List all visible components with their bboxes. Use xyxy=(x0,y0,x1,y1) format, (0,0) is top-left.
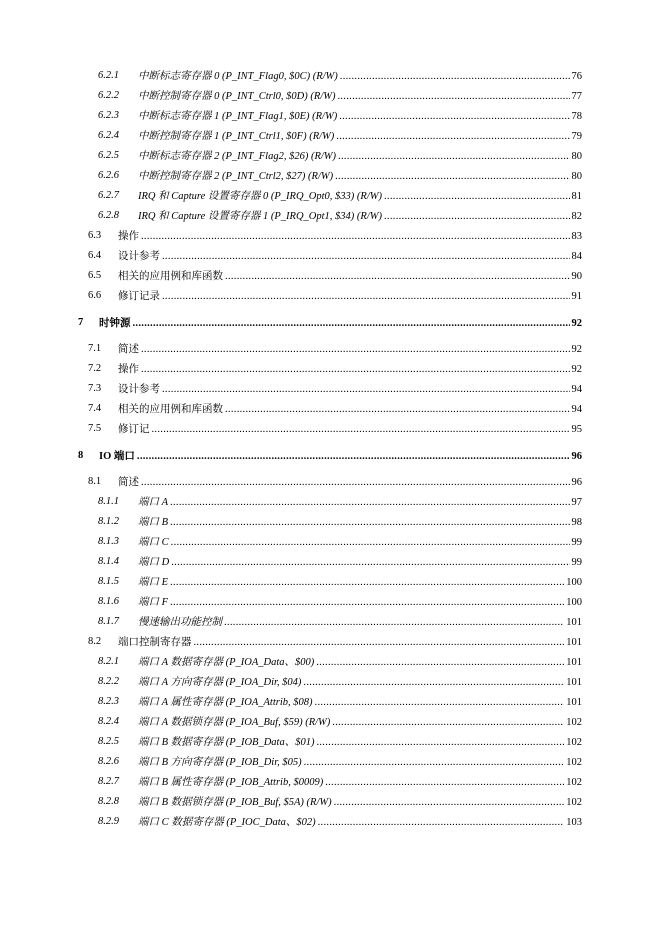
toc-dot-leader xyxy=(325,776,564,790)
toc-entry[interactable] xyxy=(0,494,582,510)
toc-entry-page: 102 xyxy=(566,757,582,768)
toc-dot-leader xyxy=(224,616,564,630)
toc-entry-title: IO 端口 xyxy=(99,450,135,462)
toc-entry-title: 端口 C 数据寄存器 (P_IOC_Data、$02) xyxy=(138,817,316,828)
toc-entry-page: 94 xyxy=(571,404,582,415)
toc-dot-leader xyxy=(334,796,565,810)
toc-entry-title: 端口 A 属性寄存器 (P_IOA_Attrib, $08) xyxy=(138,697,313,708)
toc-dot-leader xyxy=(335,170,569,184)
toc-entry-page: 101 xyxy=(566,697,582,708)
toc-entry[interactable] xyxy=(0,534,582,550)
toc-dot-leader xyxy=(225,270,570,284)
toc-entry-title: 中断控制寄存器 1 (P_INT_Ctrl1, $0F) (R/W) xyxy=(138,131,335,142)
toc-entry-title: 时钟源 xyxy=(99,317,131,329)
toc-entry-number: 6.2.3 xyxy=(98,110,119,121)
toc-entry[interactable] xyxy=(0,228,582,244)
toc-entry[interactable] xyxy=(0,734,582,750)
toc-dot-leader xyxy=(162,383,570,397)
toc-entry-title: IRQ 和 Capture 设置寄存器 1 (P_IRQ_Opt1, $34) (R/W) xyxy=(138,211,382,222)
toc-entry-page: 94 xyxy=(571,384,582,395)
toc-dot-leader xyxy=(337,90,569,104)
toc-entry-number: 8.1 xyxy=(88,476,102,487)
toc-entry-number: 6.3 xyxy=(88,230,102,241)
toc-entry-page: 78 xyxy=(571,111,582,122)
toc-entry-number: 7.5 xyxy=(88,423,102,434)
toc-entry-page: 102 xyxy=(566,737,582,748)
toc-dot-leader xyxy=(141,363,570,377)
toc-entry-title: 端口 D xyxy=(138,557,170,568)
toc-entry[interactable] xyxy=(0,168,582,184)
toc-entry[interactable] xyxy=(0,128,582,144)
toc-entry-page: 102 xyxy=(566,717,582,728)
toc-entry-title: 端口 B 数据锁存器 (P_IOB_Buf, $5A) (R/W) xyxy=(138,797,332,808)
toc-entry-title: 设计参考 xyxy=(118,384,160,395)
toc-entry-number: 8.2.5 xyxy=(98,736,119,747)
toc-entry-page: 84 xyxy=(571,251,582,262)
toc-entry[interactable] xyxy=(0,188,582,204)
toc-dot-leader xyxy=(304,756,565,770)
toc-dot-leader xyxy=(170,596,564,610)
toc-dot-leader xyxy=(171,536,570,550)
toc-entry-number: 6.2.8 xyxy=(98,210,119,221)
toc-entry-page: 76 xyxy=(571,71,582,82)
toc-entry-title: 端口 A 数据锁存器 (P_IOA_Buf, $59) (R/W) xyxy=(138,717,331,728)
toc-dot-leader xyxy=(141,343,570,357)
toc-entry-page: 92 xyxy=(571,317,582,329)
toc-entry-number: 6.2.6 xyxy=(98,170,119,181)
toc-entry-title: 端口 B 属性寄存器 (P_IOB_Attrib, $0009) xyxy=(138,777,324,788)
toc-entry-page: 100 xyxy=(566,577,582,588)
toc-dot-leader xyxy=(162,290,570,304)
toc-entry-number: 8.2.1 xyxy=(98,656,119,667)
toc-entry-number: 8.2.2 xyxy=(98,676,119,687)
toc-entry-page: 97 xyxy=(571,497,582,508)
toc-entry[interactable] xyxy=(0,288,582,304)
toc-entry-title: 修订记录 xyxy=(118,291,160,302)
toc-entry-title: 端口 A 数据寄存器 (P_IOA_Data、$00) xyxy=(138,657,315,668)
toc-dot-leader xyxy=(336,130,569,144)
toc-entry-page: 101 xyxy=(566,637,582,648)
toc-entry-title: 端口 A 方向寄存器 (P_IOA_Dir, $04) xyxy=(138,677,302,688)
toc-dot-leader xyxy=(303,676,564,690)
toc-entry-number: 8.2.4 xyxy=(98,716,119,727)
toc-entry[interactable] xyxy=(0,514,582,530)
toc-entry-number: 6.2.5 xyxy=(98,150,119,161)
toc-entry-title: 相关的应用例和库函数 xyxy=(118,404,223,415)
toc-entry-page: 92 xyxy=(571,344,582,355)
toc-entry[interactable] xyxy=(0,574,582,590)
toc-entry-page: 95 xyxy=(571,424,582,435)
toc-entry-page: 92 xyxy=(571,364,582,375)
toc-entry-page: 102 xyxy=(566,777,582,788)
toc-entry-number: 7.1 xyxy=(88,343,102,354)
toc-entry[interactable] xyxy=(0,208,582,224)
toc-entry-page: 103 xyxy=(566,817,582,828)
toc-entry-title: 中断标志寄存器 2 (P_INT_Flag2, $26) (R/W) xyxy=(138,151,337,162)
toc-dot-leader xyxy=(225,403,570,417)
toc-dot-leader xyxy=(338,150,569,164)
toc-entry-title: 简述 xyxy=(118,477,139,488)
toc-entry-number: 8.2 xyxy=(88,636,102,647)
toc-entry-number: 8.2.8 xyxy=(98,796,119,807)
toc-entry-page: 91 xyxy=(571,291,582,302)
toc-entry-title: 端口 E xyxy=(138,577,169,588)
toc-entry[interactable] xyxy=(0,248,582,264)
toc-entry-number: 8.1.6 xyxy=(98,596,119,607)
toc-entry-title: 端口 B 方向寄存器 (P_IOB_Dir, $05) xyxy=(138,757,302,768)
toc-entry-title: 端口 C xyxy=(138,537,169,548)
toc-entry-page: 101 xyxy=(566,677,582,688)
toc-entry-title: 操作 xyxy=(118,231,139,242)
toc-entry-title: IRQ 和 Capture 设置寄存器 0 (P_IRQ_Opt0, $33) (R/W) xyxy=(138,191,382,202)
toc-entry-number: 8.2.6 xyxy=(98,756,119,767)
toc-entry-page: 80 xyxy=(571,151,582,162)
toc-entry-title: 设计参考 xyxy=(118,251,160,262)
toc-entry-page: 96 xyxy=(571,450,582,462)
toc-entry-number: 6.2.2 xyxy=(98,90,119,101)
toc-entry-page: 80 xyxy=(571,171,582,182)
toc-dot-leader xyxy=(339,110,569,124)
toc-dot-leader xyxy=(141,476,570,490)
toc-entry[interactable] xyxy=(0,401,582,417)
toc-dot-leader xyxy=(332,716,564,730)
toc-entry[interactable] xyxy=(0,448,582,464)
toc-entry[interactable] xyxy=(0,754,582,770)
toc-dot-leader xyxy=(170,576,564,590)
toc-entry-number: 8.2.7 xyxy=(98,776,119,787)
toc-entry-page: 82 xyxy=(571,211,582,222)
toc-dot-leader xyxy=(340,70,570,84)
toc-entry-page: 79 xyxy=(571,131,582,142)
toc-entry-title: 相关的应用例和库函数 xyxy=(118,271,223,282)
toc-entry-number: 7.3 xyxy=(88,383,102,394)
toc-entry-number: 6.2.1 xyxy=(98,70,119,81)
toc-entry-page: 99 xyxy=(571,537,582,548)
toc-entry-page: 90 xyxy=(571,271,582,282)
toc-entry-page: 101 xyxy=(566,657,582,668)
toc-entry-number: 8 xyxy=(78,449,84,461)
toc-entry[interactable] xyxy=(0,381,582,397)
toc-entry[interactable] xyxy=(0,341,582,357)
toc-entry-number: 6.2.4 xyxy=(98,130,119,141)
toc-entry-page: 96 xyxy=(571,477,582,488)
toc-entry[interactable] xyxy=(0,421,582,437)
toc-dot-leader xyxy=(316,656,564,670)
toc-entry-number: 8.2.9 xyxy=(98,816,119,827)
toc-entry-title: 中断控制寄存器 2 (P_INT_Ctrl2, $27) (R/W) xyxy=(138,171,334,182)
toc-entry[interactable] xyxy=(0,361,582,377)
toc-entry-page: 98 xyxy=(571,517,582,528)
toc-entry-title: 中断控制寄存器 0 (P_INT_Ctrl0, $0D) (R/W) xyxy=(138,91,336,102)
toc-entry-number: 7 xyxy=(78,316,84,328)
toc-entry[interactable] xyxy=(0,654,582,670)
toc-entry-title: 端口 B 数据寄存器 (P_IOB_Data、$01) xyxy=(138,737,315,748)
toc-entry[interactable] xyxy=(0,794,582,810)
toc-entry-number: 6.2.7 xyxy=(98,190,119,201)
toc-entry-page: 99 xyxy=(571,557,582,568)
toc-entry[interactable] xyxy=(0,88,582,104)
toc-entry[interactable] xyxy=(0,148,582,164)
toc-entry-number: 8.1.4 xyxy=(98,556,119,567)
toc-entry[interactable] xyxy=(0,554,582,570)
toc-entry-number: 8.1.7 xyxy=(98,616,119,627)
toc-entry-number: 8.2.3 xyxy=(98,696,119,707)
toc-entry[interactable] xyxy=(0,474,582,490)
toc-entry-title: 修订记 xyxy=(118,424,150,435)
toc-entry[interactable] xyxy=(0,108,582,124)
toc-entry[interactable] xyxy=(0,674,582,690)
toc-entry[interactable] xyxy=(0,634,582,650)
toc-dot-leader xyxy=(162,250,570,264)
toc-entry-title: 操作 xyxy=(118,364,139,375)
toc-entry-page: 77 xyxy=(571,91,582,102)
toc-entry-number: 6.6 xyxy=(88,290,102,301)
toc-entry-title: 端口 A xyxy=(138,497,169,508)
toc-entry[interactable] xyxy=(0,774,582,790)
toc-entry-page: 81 xyxy=(571,191,582,202)
toc-entry-title: 简述 xyxy=(118,344,139,355)
toc-entry[interactable] xyxy=(0,315,582,331)
toc-entry-title: 端口控制寄存器 xyxy=(118,637,192,648)
toc-dot-leader xyxy=(384,190,570,204)
toc-dot-leader xyxy=(171,556,569,570)
toc-entry-title: 中断标志寄存器 1 (P_INT_Flag1, $0E) (R/W) xyxy=(138,111,338,122)
toc-entry-number: 7.2 xyxy=(88,363,102,374)
toc-entry-title: 端口 F xyxy=(138,597,169,608)
toc-dot-leader xyxy=(315,696,565,710)
toc-dot-leader xyxy=(137,450,570,464)
toc-entry-number: 8.1.2 xyxy=(98,516,119,527)
toc-entry[interactable] xyxy=(0,714,582,730)
toc-entry[interactable] xyxy=(0,814,582,830)
toc-entry-title: 中断标志寄存器 0 (P_INT_Flag0, $0C) (R/W) xyxy=(138,71,338,82)
toc-dot-leader xyxy=(194,636,565,650)
toc-dot-leader xyxy=(133,317,570,331)
toc-entry[interactable] xyxy=(0,614,582,630)
toc-entry-number: 8.1.3 xyxy=(98,536,119,547)
toc-entry-page: 83 xyxy=(571,231,582,242)
toc-entry-number: 6.5 xyxy=(88,270,102,281)
toc-dot-leader xyxy=(170,496,569,510)
toc-dot-leader xyxy=(152,423,570,437)
toc-entry-page: 100 xyxy=(566,597,582,608)
toc-entry-title: 端口 B xyxy=(138,517,169,528)
toc-entry[interactable] xyxy=(0,68,582,84)
toc-entry-page: 101 xyxy=(566,617,582,628)
toc-entry[interactable] xyxy=(0,268,582,284)
toc-dot-leader xyxy=(318,816,565,830)
toc-entry[interactable] xyxy=(0,694,582,710)
toc-entry-number: 6.4 xyxy=(88,250,102,261)
toc-entry-number: 8.1.5 xyxy=(98,576,119,587)
toc-dot-leader xyxy=(316,736,564,750)
toc-entry-page: 102 xyxy=(566,797,582,808)
toc-entry-number: 7.4 xyxy=(88,403,102,414)
toc-dot-leader xyxy=(384,210,570,224)
toc-entry-title: 慢速输出功能控制 xyxy=(138,617,222,628)
toc-entry-number: 8.1.1 xyxy=(98,496,119,507)
toc-dot-leader xyxy=(170,516,569,530)
toc-entry[interactable] xyxy=(0,594,582,610)
toc-dot-leader xyxy=(141,230,570,244)
